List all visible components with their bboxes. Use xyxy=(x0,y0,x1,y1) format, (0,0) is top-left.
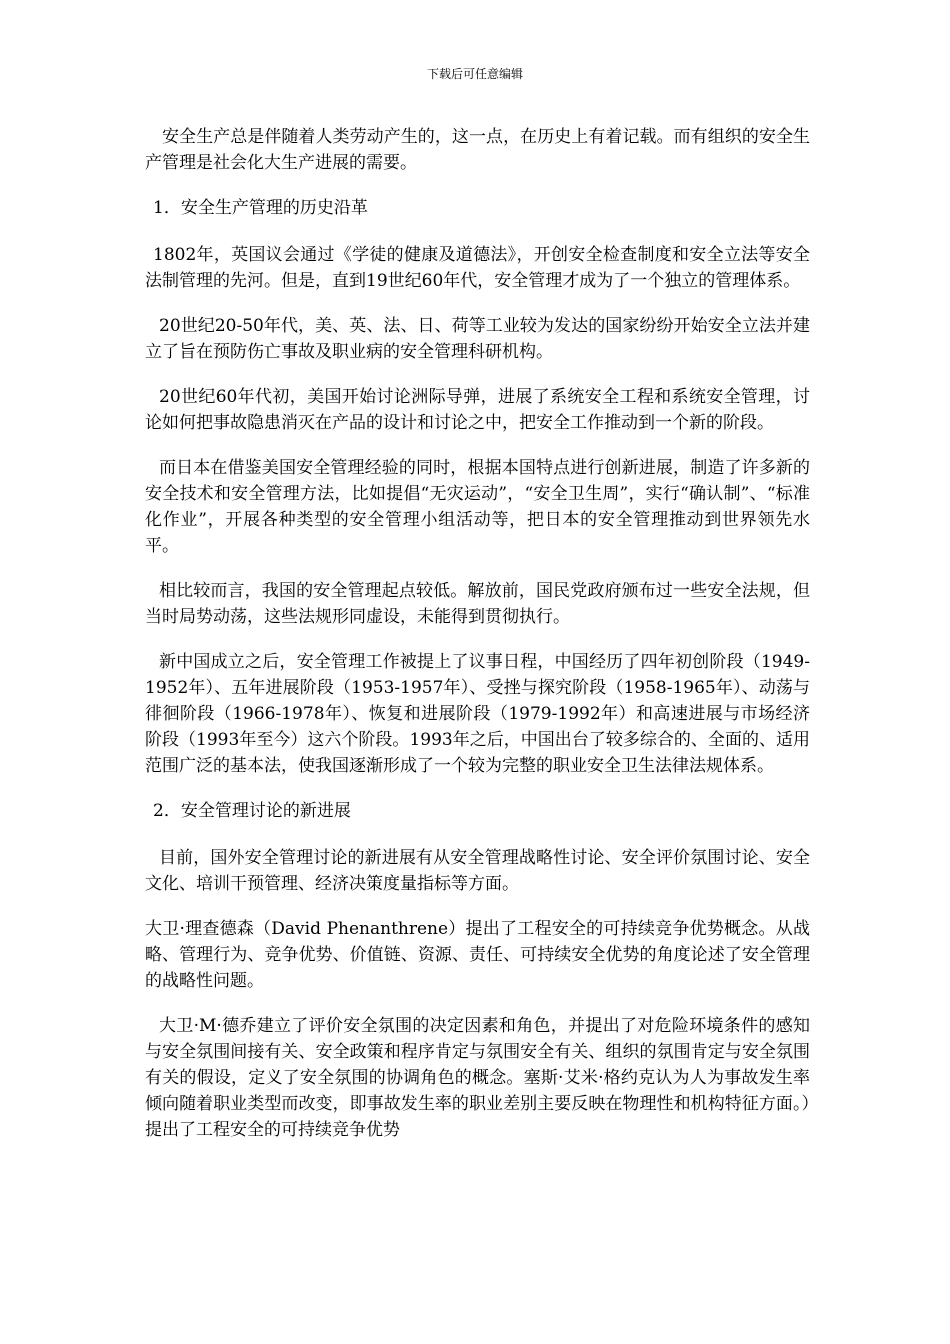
document-body xyxy=(145,124,810,1162)
paragraph-intro: 安全生产总是伴随着人类劳动产生的，这一点，在历史上有着记载。而有组织的安全生产管理是社会化大生产进展的需要。 xyxy=(145,127,810,173)
paragraph-20th-century: 20世纪20-50年代，美、英、法、日、荷等工业较为发达的国家纷纷开始安全立法并建立了旨在预防伤亡事故及职业病的安全管理科研机构。 xyxy=(145,316,810,362)
page-header: 下载后可任意编辑 xyxy=(426,67,523,81)
paragraph-safety-climate: 大卫·M·德乔建立了评价安全氛围的决定因素和角色，并提出了对危险环境条件的感知与安全氛围间接有关、安全政策和程序肯定与氛围安全有关、组织的氛围肯定与安全氛围有关的假设，定义了安全氛围的协调角色的概念。塞斯·艾米·格约克认为人为事故发生率倾向随着职业类型而改变，即事故发生率的职业差别主要反映在物理性和机构特征方面。）提出了工程安全的可持续竞争优势 xyxy=(145,1016,810,1140)
paragraph-new-china: 新中国成立之后，安全管理工作被提上了议事日程，中国经历了四年初创阶段（1949-1952年）、五年进展阶段（1953-1957年）、受挫与探究阶段（1958-1965年）、动荡与徘徊阶段（1966-1978年）、恢复和进展阶段（1979-1992年）和高速进展与市场经济阶段（1993年至今）这六个阶段。1993年之后，中国出台了较多综合的、全面的、适用范围广泛的基本法，使我国逐渐形成了一个较为完整的职业安全卫生法律法规体系。 xyxy=(145,652,810,776)
section-heading-history: 1．安全生产管理的历史沿革 xyxy=(153,198,368,218)
paragraph-japan: 而日本在借鉴美国安全管理经验的同时，根据本国特点进行创新进展，制造了许多新的安全技术和安全管理方法，比如提倡“无灾运动”，“安全卫生周”，实行“确认制”、“标准化作业”，开展各种类型的安全管理小组活动等，把日本的安全管理推动到世界领先水平。 xyxy=(145,458,810,556)
paragraph-1960s-usa: 20世纪60年代初，美国开始讨论洲际导弹，进展了系统安全工程和系统安全管理，讨论如何把事故隐患消灭在产品的设计和讨论之中，把安全工作推动到一个新的阶段。 xyxy=(145,387,810,433)
paragraph-richardson: 大卫·理查德森（David Phenanthrene）提出了工程安全的可持续竞争优势概念。从战略、管理行为、竞争优势、价值链、资源、责任、可持续安全优势的角度论述了安全管理的战略性问题。 xyxy=(145,919,810,991)
paragraph-china-early: 相比较而言，我国的安全管理起点较低。解放前，国民党政府颁布过一些安全法规，但当时局势动荡，这些法规形同虚设，未能得到贯彻执行。 xyxy=(145,581,810,627)
paragraph-1802: 1802年，英国议会通过《学徒的健康及道德法》，开创安全检查制度和安全立法等安全法制管理的先河。但是，直到19世纪60年代，安全管理才成为了一个独立的管理体系。 xyxy=(145,245,810,291)
section-heading-progress: 2．安全管理讨论的新进展 xyxy=(153,801,351,821)
paragraph-foreign-progress: 目前，国外安全管理讨论的新进展有从安全管理战略性讨论、安全评价氛围讨论、安全文化、培训干预管理、经济决策度量指标等方面。 xyxy=(145,848,810,894)
